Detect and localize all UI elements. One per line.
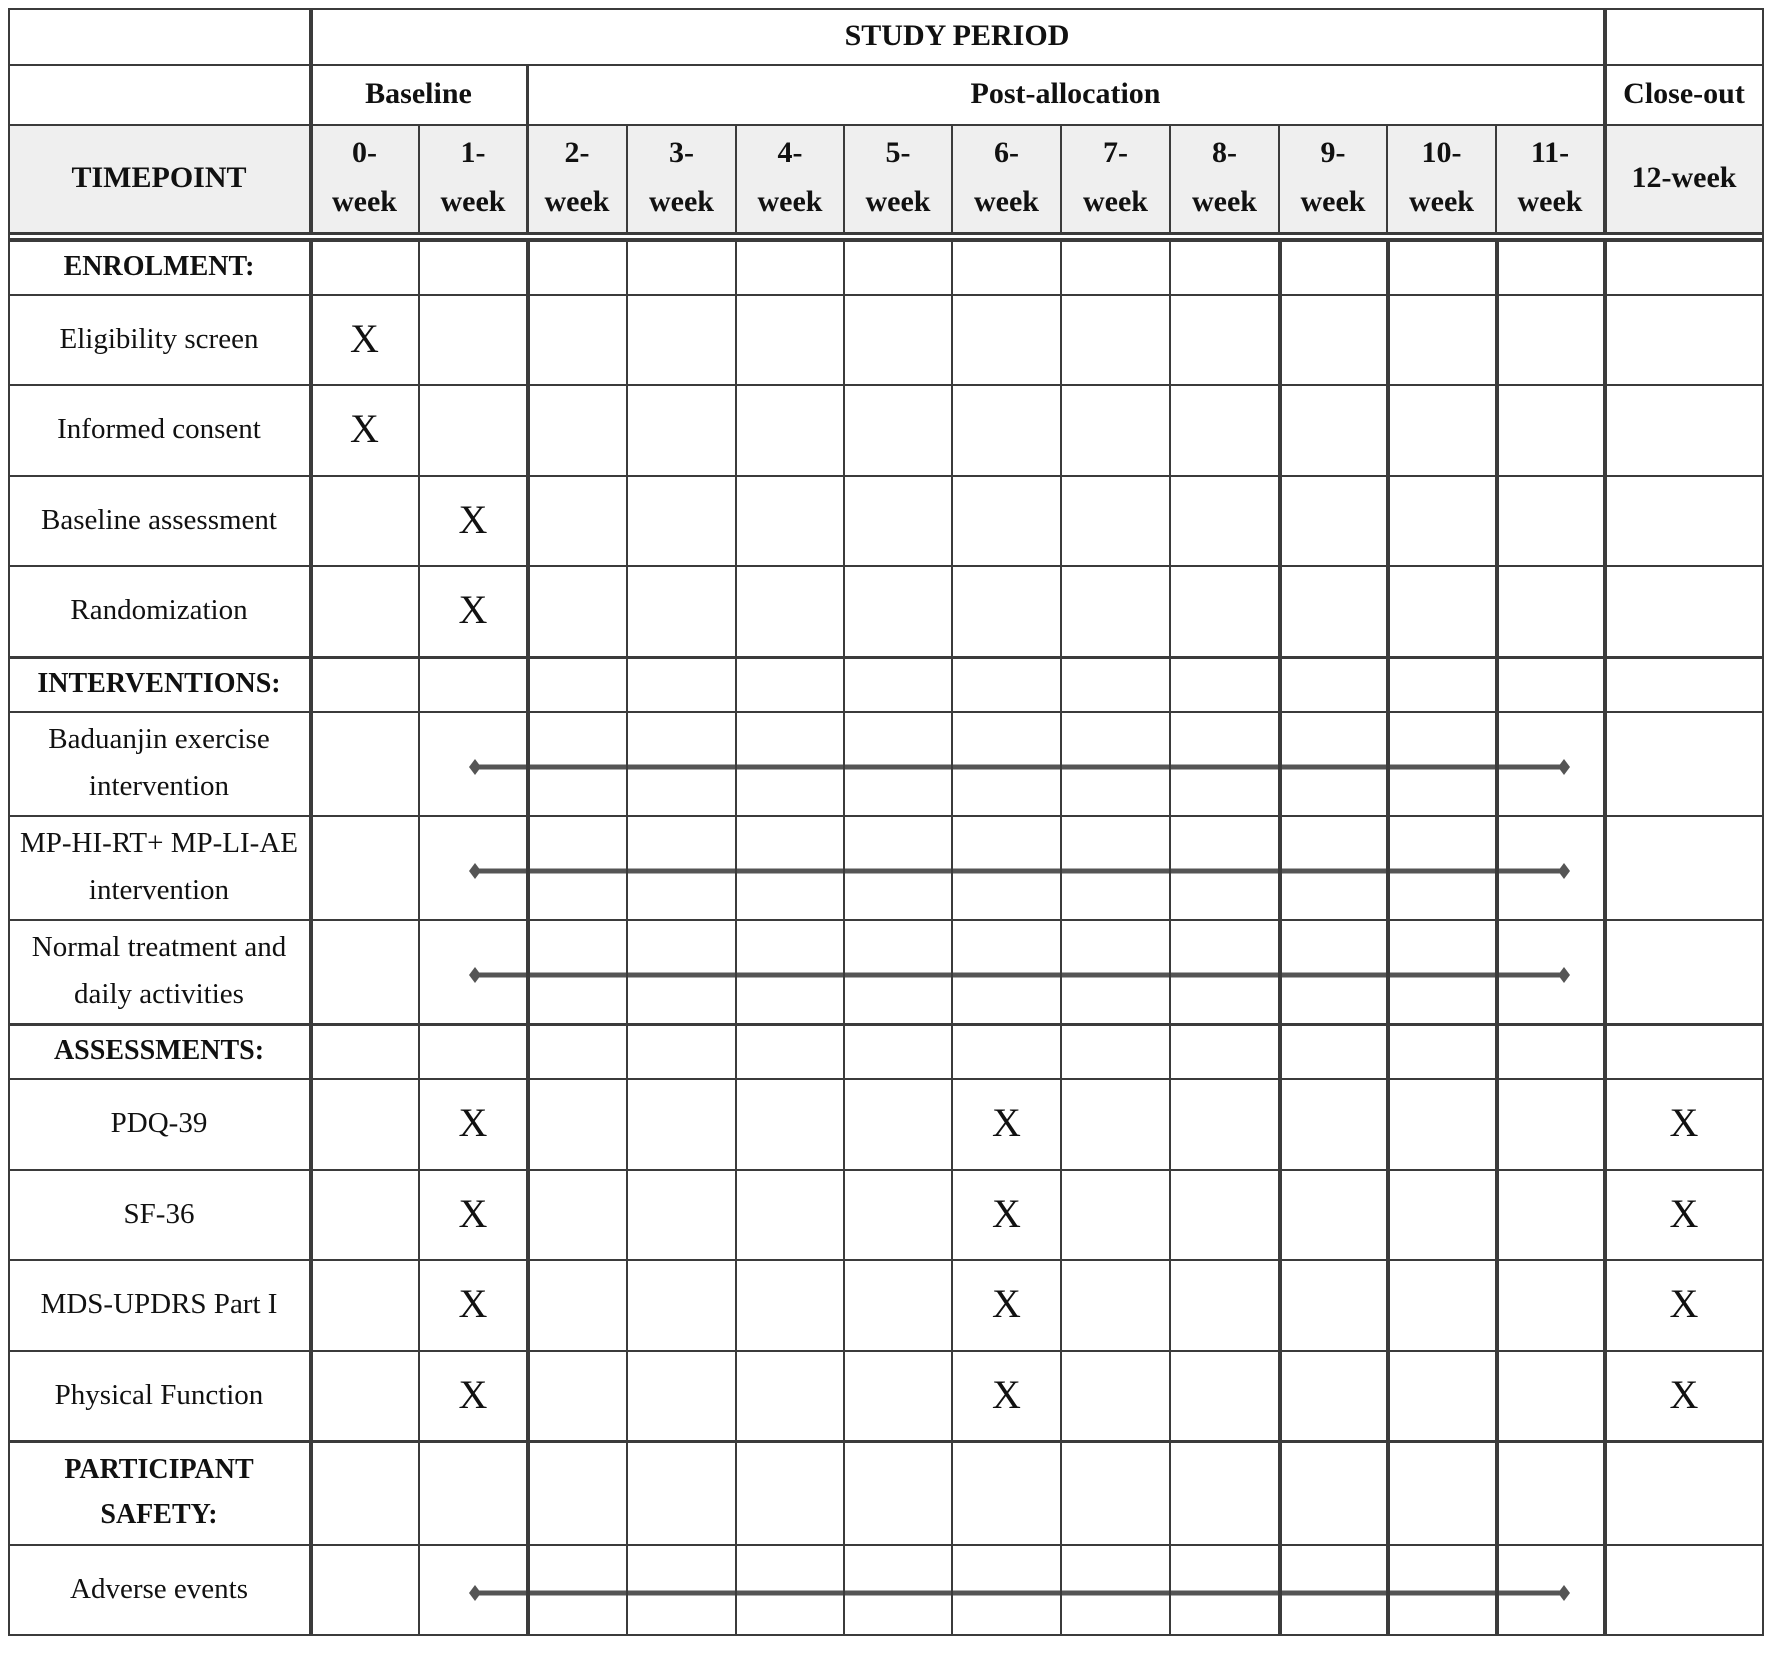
week-unit: week <box>649 185 714 218</box>
week-number: 8- <box>1212 136 1237 170</box>
arrow-head <box>1558 759 1570 775</box>
duration-arrow <box>465 963 1574 987</box>
arrow-head <box>469 863 481 879</box>
week-number: 2- <box>564 136 590 170</box>
timepoint-week-5 <box>844 124 952 232</box>
header-double-line-a <box>8 232 1764 235</box>
baseline-header: Baseline <box>365 76 472 110</box>
timepoint-week-11 <box>1496 124 1604 232</box>
grid-line <box>8 1169 1764 1171</box>
grid-line <box>418 124 420 232</box>
grid-line <box>526 64 529 232</box>
section-title: ASSESSMENTS: <box>53 1034 265 1066</box>
section-title: PARTICIPANT SAFETY: <box>64 1453 254 1530</box>
post-allocation-header: Post-allocation <box>970 76 1161 110</box>
timepoint-week-9 <box>1279 124 1387 232</box>
arrow-head <box>469 1585 481 1601</box>
week-number: 6- <box>994 136 1019 170</box>
timepoint-label: TIMEPOINT <box>71 160 247 194</box>
timepoint-week-12 <box>1604 124 1764 232</box>
week-unit: week <box>1409 185 1474 218</box>
row-label: PDQ-39 <box>110 1107 208 1140</box>
duration-arrow <box>465 859 1574 883</box>
grid-line <box>8 815 1764 817</box>
week-number: 7- <box>1103 136 1128 170</box>
grid-line <box>735 124 737 232</box>
x-mark: X <box>458 1281 488 1327</box>
grid-line <box>8 475 1764 477</box>
grid-line <box>8 711 1764 713</box>
x-mark: X <box>1669 1190 1699 1236</box>
x-mark: X <box>458 1371 488 1417</box>
week-number: 4- <box>777 136 803 170</box>
grid-line <box>951 240 953 1634</box>
timepoint-week-2 <box>527 124 627 232</box>
x-mark: X <box>992 1100 1021 1146</box>
grid-line <box>8 124 1764 126</box>
week-number: 9- <box>1320 136 1346 170</box>
grid-line <box>1278 124 1280 232</box>
grid-line <box>8 64 1764 66</box>
x-mark: X <box>1669 1100 1699 1146</box>
grid-line <box>526 240 530 1634</box>
x-mark: X <box>458 1190 488 1236</box>
timepoint-week-10 <box>1387 124 1496 232</box>
week-unit: week <box>1300 185 1366 218</box>
row-label: Normal treatment and daily activities <box>31 931 287 1010</box>
x-mark: X <box>350 406 379 452</box>
grid-line <box>8 656 1764 659</box>
row-label: Informed consent <box>57 413 261 446</box>
grid-line <box>951 124 953 232</box>
timepoint-divider <box>309 8 313 232</box>
week-number: 5- <box>885 136 911 170</box>
row-label: Baseline assessment <box>41 503 277 536</box>
section-title: INTERVENTIONS: <box>37 667 281 699</box>
week-number: 3- <box>669 136 694 170</box>
grid-line <box>1495 124 1497 232</box>
grid-line <box>309 240 313 1634</box>
week-unit: week <box>440 185 506 218</box>
grid-line <box>1386 240 1390 1634</box>
arrow-head <box>1558 1585 1570 1601</box>
row-label: Randomization <box>70 594 248 627</box>
grid-line <box>1495 240 1499 1634</box>
duration-arrow <box>465 1581 1574 1605</box>
timepoint-week-0 <box>310 124 419 232</box>
week-unit: week <box>332 185 397 218</box>
grid-line <box>1169 124 1171 232</box>
x-mark: X <box>992 1371 1021 1417</box>
week-unit: week <box>1192 185 1257 218</box>
week-unit: week <box>544 185 610 218</box>
grid-line <box>8 1440 1764 1443</box>
week-number: 10- <box>1421 136 1462 170</box>
study-period-header: STUDY PERIOD <box>844 18 1070 52</box>
x-mark: X <box>992 1190 1021 1236</box>
week-number: 1- <box>460 136 486 170</box>
arrow-head <box>469 967 481 983</box>
row-label: MDS-UPDRS Part I <box>40 1288 278 1321</box>
week-number: 11- <box>1530 136 1570 170</box>
arrow-head <box>1558 967 1570 983</box>
close-out-header: Close-out <box>1623 76 1745 110</box>
duration-arrow <box>465 755 1574 779</box>
row-label: MP-HI-RT+ MP-LI-AE intervention <box>19 827 298 906</box>
grid-line <box>735 240 737 1634</box>
week-number: 12-week <box>1631 160 1737 194</box>
x-mark: X <box>1669 1371 1699 1417</box>
x-mark: X <box>458 1100 488 1146</box>
grid-line <box>1386 124 1388 232</box>
grid-line <box>1278 240 1282 1634</box>
timepoint-week-8 <box>1170 124 1279 232</box>
grid-line <box>8 1634 1764 1636</box>
week-unit: week <box>757 185 823 218</box>
x-mark: X <box>458 496 488 542</box>
grid-line <box>8 384 1764 386</box>
grid-line <box>8 1350 1764 1352</box>
row-label: Eligibility screen <box>59 322 259 355</box>
grid-line <box>1169 240 1171 1634</box>
row-label: SF-36 <box>123 1197 195 1230</box>
section-title: ENROLMENT: <box>63 251 255 283</box>
grid-line <box>1060 124 1062 232</box>
x-mark: X <box>458 587 488 633</box>
grid-line <box>8 1544 1764 1546</box>
grid-line <box>8 294 1764 296</box>
week-number: 0- <box>352 136 377 170</box>
week-unit: week <box>865 185 931 218</box>
grid-line <box>626 240 628 1634</box>
close-out-divider <box>1603 8 1607 232</box>
grid-line <box>8 565 1764 567</box>
grid-line <box>8 1023 1764 1026</box>
timepoint-week-4 <box>736 124 844 232</box>
grid-line <box>843 124 845 232</box>
row-label: Baduanjin exercise intervention <box>48 723 270 802</box>
week-unit: week <box>1517 185 1583 218</box>
grid-line <box>8 919 1764 921</box>
timepoint-week-7 <box>1061 124 1170 232</box>
timepoint-week-6 <box>952 124 1061 232</box>
grid-line <box>8 240 1764 242</box>
row-label: Adverse events <box>70 1572 248 1605</box>
grid-line <box>1060 240 1062 1634</box>
table-border-right <box>1762 8 1764 1636</box>
grid-line <box>8 1078 1764 1080</box>
arrow-head <box>469 759 481 775</box>
arrow-head <box>1558 863 1570 879</box>
week-unit: week <box>974 185 1039 218</box>
x-mark: X <box>1669 1281 1699 1327</box>
grid-line <box>8 1259 1764 1261</box>
x-mark: X <box>992 1281 1021 1327</box>
grid-line <box>843 240 845 1634</box>
table-border-top <box>8 8 1764 10</box>
grid-line <box>418 240 420 1634</box>
week-unit: week <box>1083 185 1148 218</box>
grid-line <box>626 124 628 232</box>
timepoint-week-1 <box>419 124 527 232</box>
row-label: Physical Function <box>54 1378 264 1411</box>
table-border-left <box>8 8 10 1636</box>
grid-line <box>1603 240 1607 1634</box>
timepoint-week-3 <box>627 124 736 232</box>
x-mark: X <box>350 315 379 361</box>
